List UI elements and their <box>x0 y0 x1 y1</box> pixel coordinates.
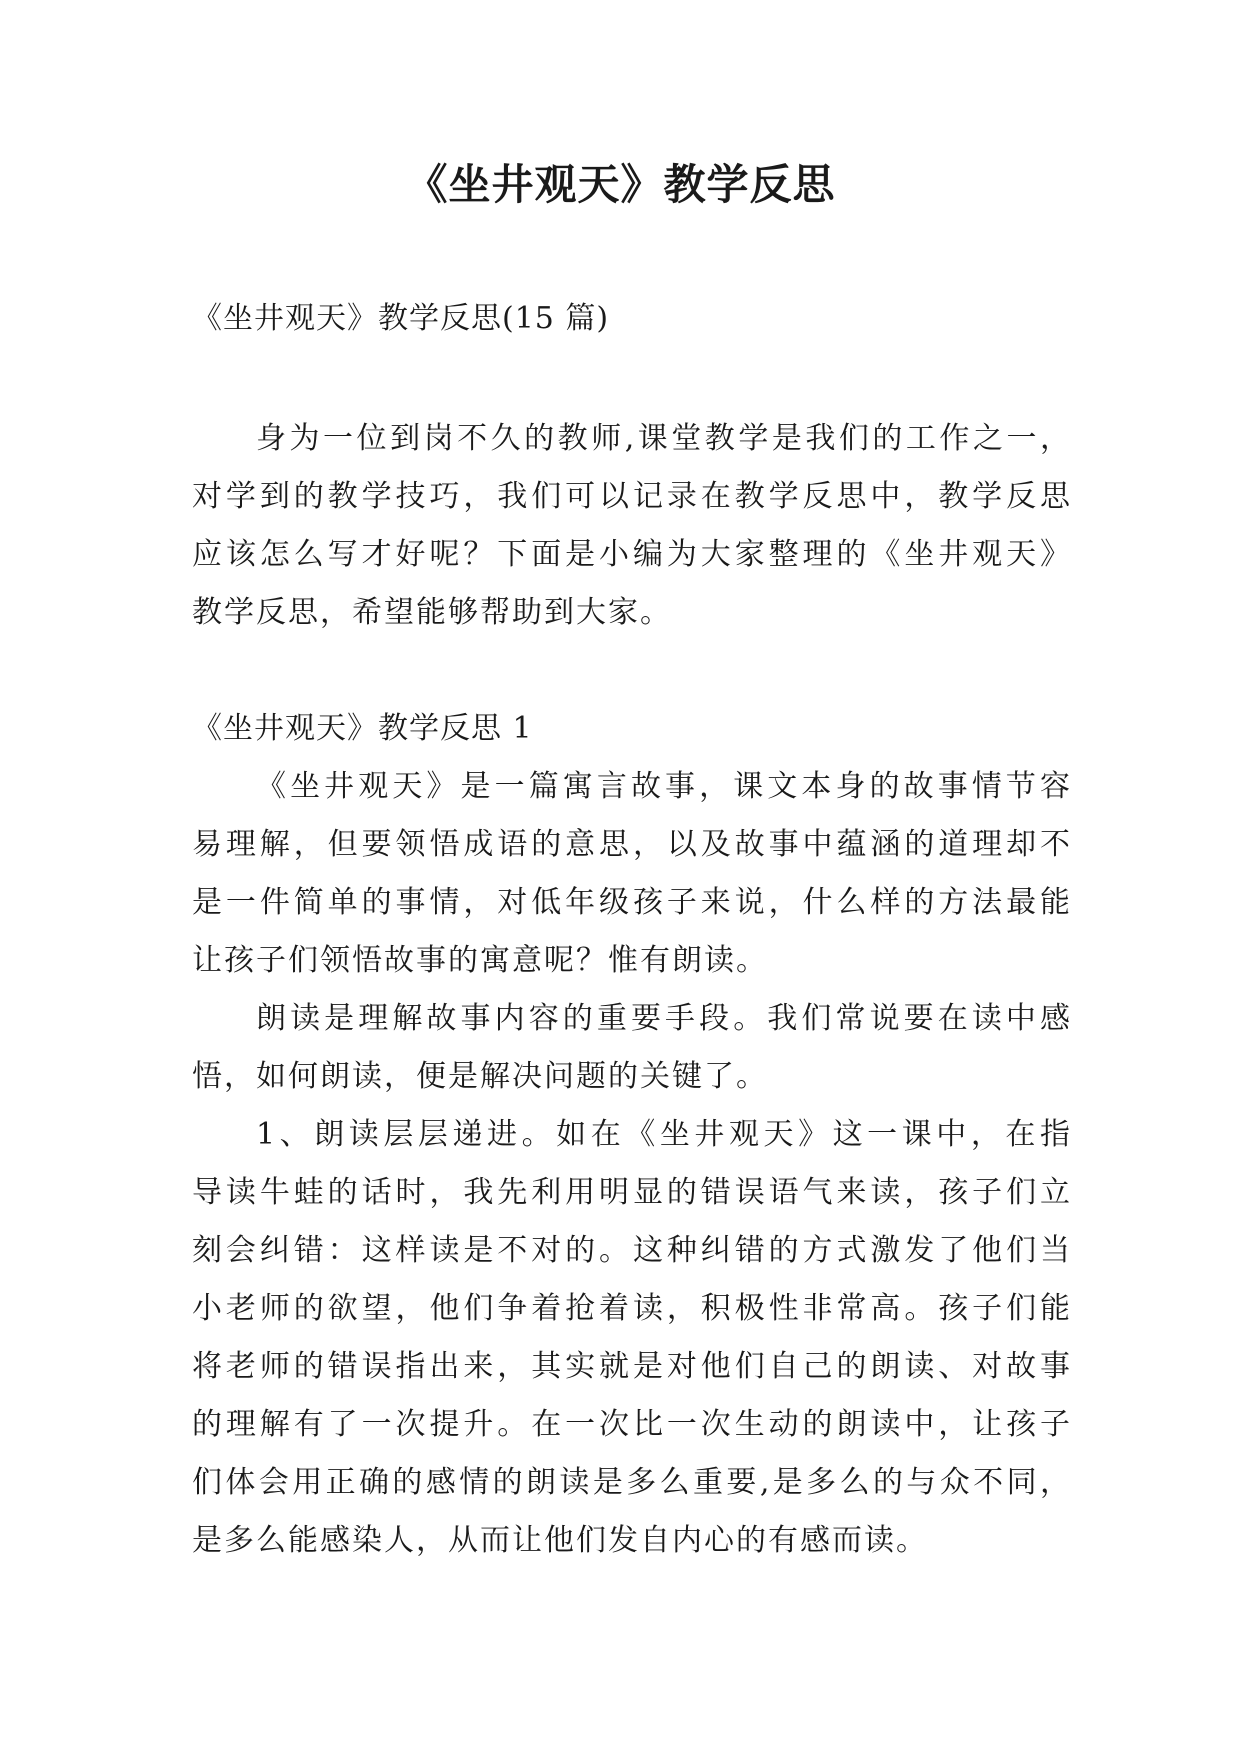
text-line: 应该怎么写才好呢？下面是小编为大家整理的《坐井观天》 <box>192 537 1072 572</box>
text-line: 导读牛蛙的话时，我先利用明显的错误语气来读，孩子们立 <box>192 1175 1072 1210</box>
document-title: 《坐井观天》教学反思 <box>405 160 836 209</box>
text-line: 教学反思，希望能够帮助到大家。 <box>192 595 672 630</box>
text-line: 的理解有了一次提升。在一次比一次生动的朗读中，让孩子 <box>192 1407 1072 1442</box>
paragraph-3 <box>192 1106 1072 1570</box>
text-line: 对学到的教学技巧，我们可以记录在教学反思中，教学反思 <box>192 479 1072 514</box>
paragraph-2 <box>192 990 1072 1106</box>
text-line: 易理解，但要领悟成语的意思，以及故事中蕴涵的道理却不 <box>192 827 1072 862</box>
text-line: 让孩子们领悟故事的寓意呢？惟有朗读。 <box>192 943 768 978</box>
text-line: 《坐井观天》是一篇寓言故事，课文本身的故事情节容 <box>256 769 1072 804</box>
text-line: 是一件简单的事情，对低年级孩子来说，什么样的方法最能 <box>192 885 1072 920</box>
text-line: 身为一位到岗不久的教师,课堂教学是我们的工作之一， <box>256 421 1072 456</box>
text-line: 朗读是理解故事内容的重要手段。我们常说要在读中感 <box>256 1001 1072 1036</box>
section-heading: 《坐井观天》教学反思 1 <box>192 711 533 746</box>
text-line: 们体会用正确的感情的朗读是多么重要,是多么的与众不同， <box>192 1465 1072 1500</box>
paragraph-1 <box>192 758 1072 990</box>
text-line: 将老师的错误指出来，其实就是对他们自己的朗读、对故事 <box>192 1349 1072 1384</box>
text-line: 是多么能感染人，从而让他们发自内心的有感而读。 <box>192 1523 928 1558</box>
text-line: 悟，如何朗读，便是解决问题的关键了。 <box>192 1059 768 1094</box>
document-subtitle: 《坐井观天》教学反思(15 篇) <box>192 301 610 336</box>
text-line: 小老师的欲望，他们争着抢着读，积极性非常高。孩子们能 <box>192 1291 1072 1326</box>
text-line: 刻会纠错：这样读是不对的。这种纠错的方式激发了他们当 <box>192 1233 1072 1268</box>
intro-paragraph <box>192 410 1072 642</box>
document-body <box>192 290 1072 1570</box>
text-line: 1、朗读层层递进。如在《坐井观天》这一课中，在指 <box>256 1117 1072 1152</box>
